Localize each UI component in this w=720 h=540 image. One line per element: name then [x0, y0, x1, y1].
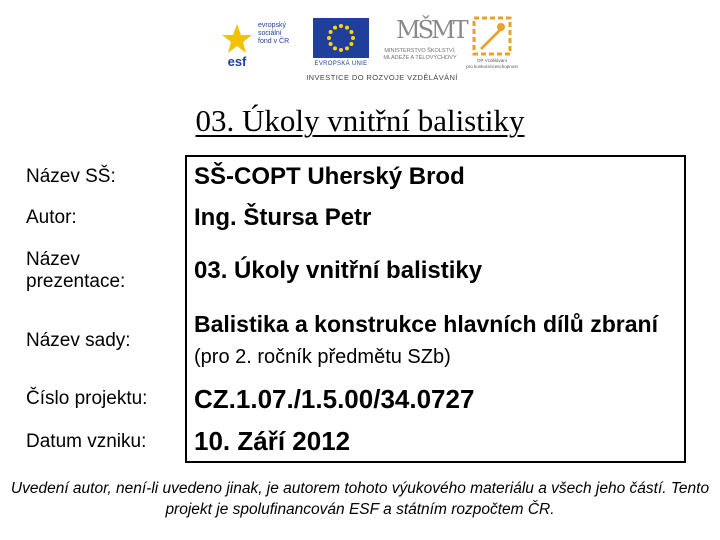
msmt-mark: MŠMT	[396, 16, 466, 44]
page-title: 03. Úkoly vnitřní balistiky	[195, 103, 525, 138]
info-row-set	[22, 304, 685, 377]
esf-caption: evropský sociální fond v ČR	[258, 22, 290, 45]
eu-caption: EVROPSKÁ UNIE	[314, 61, 368, 67]
set-value-extra: (pro 2. ročník předmětu SZb)	[194, 345, 451, 368]
date-label: Datum vzniku:	[26, 430, 147, 452]
set-label: Název sady:	[26, 329, 131, 351]
op-caption: OP Vzdělávání pro konkurenceschopnost	[466, 58, 518, 69]
school-value: SŠ-COPT Uherský Brod	[186, 156, 685, 197]
msmt-caption: MINISTERSTVO ŠKOLSTVÍ, MLÁDEŽE A TĚLOVÝCHOVY	[383, 48, 457, 61]
eu-logo	[310, 18, 372, 70]
author-label: Autor:	[26, 206, 77, 228]
info-row-presentation	[22, 238, 685, 304]
author-value: Ing. Štursa Petr	[186, 197, 685, 238]
info-row-date	[22, 421, 685, 462]
esf-star-icon	[218, 20, 256, 68]
info-row-school	[22, 156, 685, 197]
logo-banner	[218, 12, 518, 82]
date-value: 10. Září 2012	[186, 421, 685, 462]
info-table	[22, 155, 686, 463]
school-label: Název SŠ:	[26, 165, 116, 187]
info-row-author	[22, 197, 685, 238]
project-label: Číslo projektu:	[26, 388, 148, 409]
msmt-logo	[382, 16, 466, 72]
presentation-label: Název prezentace:	[26, 249, 126, 292]
motto-text: INVESTICE DO ROZVOJE VZDĚLÁVÁNÍ	[306, 73, 458, 82]
footer-note: Uvedení autor, není-li uvedeno jinak, je autorem tohoto výukového materiálu a všech jeho částí. Tento projekt je spolufinancován ESF a státním rozpočtem ČR.	[10, 480, 710, 518]
set-value: Balistika a konstrukce hlavních dílů zbraní	[194, 310, 658, 337]
eu-flag-icon	[313, 18, 369, 58]
presentation-value: 03. Úkoly vnitřní balistiky	[186, 238, 685, 304]
set-value-cell	[186, 304, 685, 377]
info-row-project	[22, 377, 685, 421]
op-square-icon	[472, 16, 512, 56]
esf-logo	[218, 20, 302, 70]
project-value: CZ.1.07./1.5.00/34.0727	[186, 377, 685, 421]
svg-text:esf: esf	[227, 54, 247, 68]
op-logo	[464, 16, 520, 72]
